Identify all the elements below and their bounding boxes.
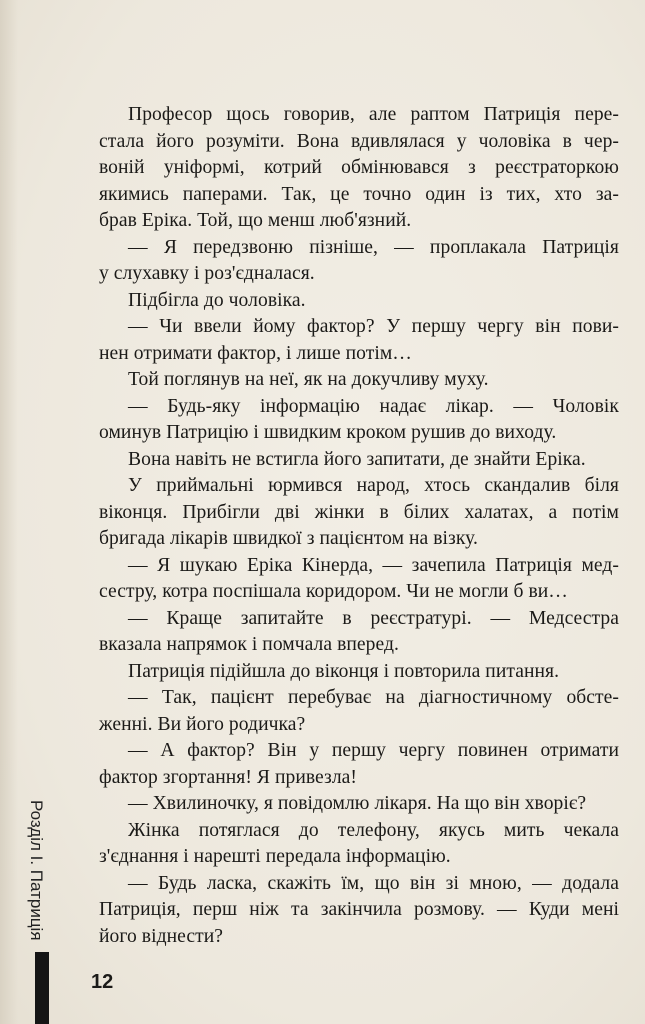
text-line: — Я передзвоню пізніше, — проплакала Патриція	[128, 236, 619, 258]
text-line: воній уніформі, котрий обмінювався з реєстраторкою	[99, 157, 619, 178]
text-line: бригада лікарів швидкої з пацієнтом на візку.	[99, 528, 478, 549]
text-line: фактор згортання! Я привезла!	[99, 766, 357, 788]
text-line: брав Еріка. Той, що менш люб'язний.	[99, 210, 412, 231]
text-line: — Так, пацієнт перебуває на діагностичному обсте-	[128, 687, 619, 708]
body-text	[99, 102, 619, 950]
text-line: — Краще запитайте в реєстратурі. — Медсестра	[128, 607, 619, 629]
text-line: якимись паперами. Так, це точно один із тих, хто за-	[99, 183, 619, 205]
text-line: його віднести?	[99, 925, 224, 947]
text-line: Патриція, перш ніж та закінчила розмову. — Куди мені	[99, 899, 619, 920]
text-line: сестру, котра поспішала коридором. Чи не могли б ви…	[99, 581, 568, 602]
text-line: женні. Ви його родичка?	[99, 713, 306, 735]
text-line: з'єднання і нарешті передала інформацію.	[99, 846, 451, 867]
text-line: оминув Патрицію і швидким кроком рушив до виходу.	[99, 422, 557, 443]
text-line: У приймальні юрмився народ, хтось скандалив біля	[128, 475, 619, 496]
text-line: Той поглянув на неї, як на докучливу муху.	[128, 369, 489, 390]
text-line: — Хвилиночку, я повідомлю лікаря. На що він хворіє?	[128, 793, 587, 814]
page-number: 12	[91, 971, 114, 993]
text-line: нен отримати фактор, і лише потім…	[99, 342, 412, 364]
text-line: стала його розуміти. Вона вдивлялася у чоловіка в чер-	[99, 130, 619, 152]
text-line: — Чи ввели йому фактор? У першу чергу він пови-	[128, 316, 619, 337]
text-line: — Я шукаю Еріка Кінерда, — зачепила Патриція мед-	[128, 554, 619, 576]
text-line: вказала напрямок і помчала вперед.	[99, 634, 399, 655]
chapter-edge-marker	[35, 952, 49, 1024]
text-line: Вона навіть не встигла його запитати, де знайти Еріка.	[128, 448, 586, 470]
text-line: Підбігла до чоловіка.	[128, 289, 306, 311]
text-line: віконця. Прибігли дві жінки в білих халатах, а потім	[99, 501, 619, 523]
text-line: Професор щось говорив, але раптом Патриція пере-	[128, 104, 619, 125]
text-line: Жінка потяглася до телефону, якусь мить чекала	[128, 819, 619, 841]
text-line: у слухавку і роз'єдналася.	[99, 263, 315, 284]
text-line: — А фактор? Він у першу чергу повинен отримати	[128, 740, 619, 761]
text-line: Патриція підійшла до віконця і повторила питання.	[128, 660, 560, 682]
gutter-shadow	[0, 0, 18, 1024]
text-line: — Будь ласка, скажіть їм, що він зі мною, — додала	[128, 872, 619, 894]
running-head: Розділ I. Патриція	[27, 800, 46, 941]
text-line: — Будь-яку інформацію надає лікар. — Чоловік	[128, 395, 619, 417]
